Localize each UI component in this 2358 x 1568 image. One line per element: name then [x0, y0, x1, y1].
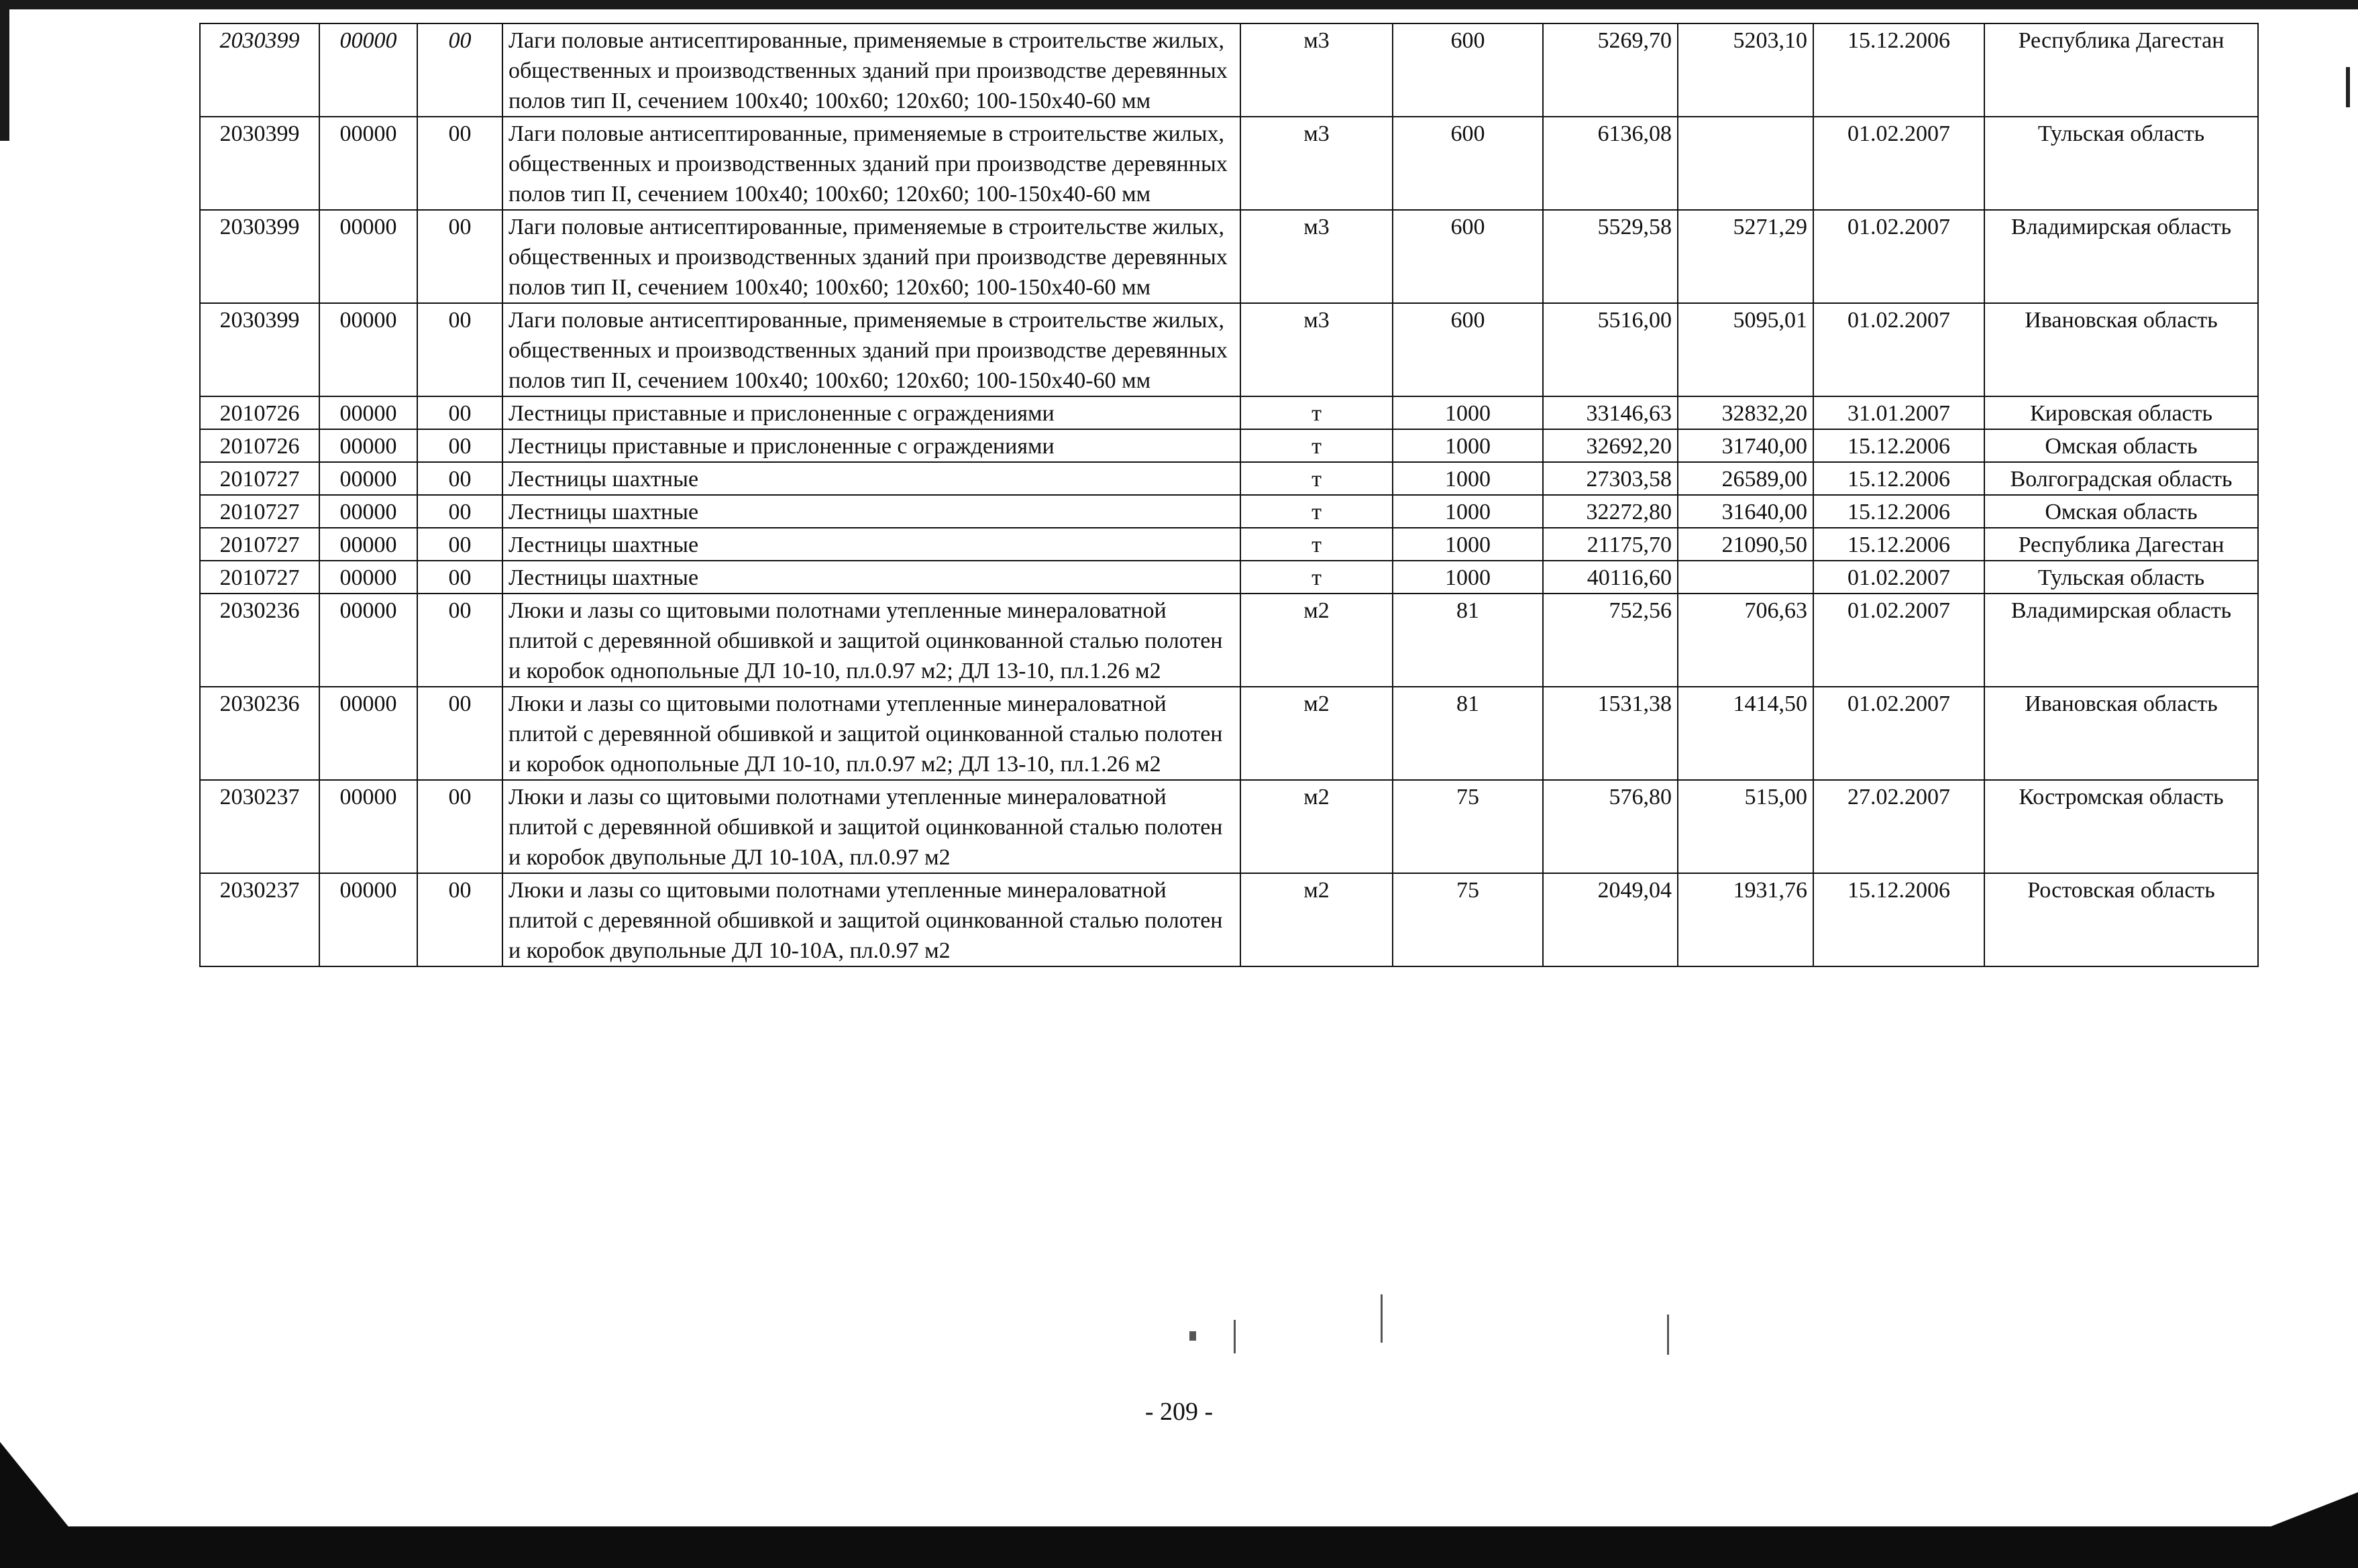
item-code-cell: 2010727 [200, 462, 319, 495]
price-cell: 27303,58 [1543, 462, 1678, 495]
sub-code-cell: 00000 [319, 495, 417, 528]
vat-code-cell: 00 [417, 23, 502, 117]
price-excl-cell: 5271,29 [1678, 210, 1813, 303]
region-cell: Омская область [1984, 429, 2258, 462]
item-code-cell: 2030236 [200, 687, 319, 780]
unit-cell: т [1240, 462, 1393, 495]
item-code-cell: 2030399 [200, 117, 319, 210]
table-row [200, 594, 2258, 687]
unit-cell: т [1240, 528, 1393, 561]
vat-code-cell: 00 [417, 117, 502, 210]
price-table [199, 23, 2259, 967]
table-row [200, 303, 2258, 396]
region-cell: Владимирская область [1984, 210, 2258, 303]
region-cell: Ивановская область [1984, 303, 2258, 396]
scan-bottom-border [0, 1526, 2358, 1568]
item-code-cell: 2010726 [200, 429, 319, 462]
sub-code-cell: 00000 [319, 117, 417, 210]
table-row [200, 780, 2258, 873]
item-code-cell: 2030237 [200, 780, 319, 873]
table-row [200, 117, 2258, 210]
region-cell: Кировская область [1984, 396, 2258, 429]
unit-cell: т [1240, 429, 1393, 462]
price-excl-cell: 31740,00 [1678, 429, 1813, 462]
sub-code-cell: 00000 [319, 429, 417, 462]
item-code-cell: 2010727 [200, 561, 319, 594]
price-cell: 2049,04 [1543, 873, 1678, 966]
vat-code-cell: 00 [417, 210, 502, 303]
sub-code-cell: 00000 [319, 594, 417, 687]
date-cell: 01.02.2007 [1813, 303, 1984, 396]
price-excl-cell: 706,63 [1678, 594, 1813, 687]
scan-edge-mark [2346, 67, 2350, 107]
sub-code-cell: 00000 [319, 780, 417, 873]
item-name-cell: Лаги половые антисептированные, применяемые в строительстве жилых, общественных и производственных зданий при производстве деревянных полов тип II, сечением 100x40; 100x60; 120x60; 100-150x40-60 мм [502, 117, 1240, 210]
quantity-cell: 75 [1393, 873, 1543, 966]
price-excl-cell: 32832,20 [1678, 396, 1813, 429]
region-cell: Владимирская область [1984, 594, 2258, 687]
quantity-cell: 1000 [1393, 462, 1543, 495]
region-cell: Республика Дагестан [1984, 528, 2258, 561]
price-excl-cell: 515,00 [1678, 780, 1813, 873]
date-cell: 15.12.2006 [1813, 429, 1984, 462]
region-cell: Омская область [1984, 495, 2258, 528]
price-excl-cell: 1931,76 [1678, 873, 1813, 966]
date-cell: 01.02.2007 [1813, 687, 1984, 780]
date-cell: 27.02.2007 [1813, 780, 1984, 873]
sub-code-cell: 00000 [319, 23, 417, 117]
unit-cell: м2 [1240, 873, 1393, 966]
vat-code-cell: 00 [417, 780, 502, 873]
table-row [200, 462, 2258, 495]
price-cell: 32692,20 [1543, 429, 1678, 462]
item-name-cell: Люки и лазы со щитовыми полотнами утепленные минераловатной плитой с деревянной обшивкой и защитой оцинкованной сталью полотен и коробок однопольные ДЛ 10-10, пл.0.97 м2; ДЛ 13-10, пл.1.26 м2 [502, 687, 1240, 780]
unit-cell: м3 [1240, 23, 1393, 117]
price-cell: 40116,60 [1543, 561, 1678, 594]
date-cell: 15.12.2006 [1813, 873, 1984, 966]
item-name-cell: Лестницы шахтные [502, 528, 1240, 561]
price-cell: 33146,63 [1543, 396, 1678, 429]
price-cell: 5516,00 [1543, 303, 1678, 396]
date-cell: 15.12.2006 [1813, 528, 1984, 561]
page-number: - 209 - [1144, 1398, 1214, 1426]
item-name-cell: Лестницы приставные и прислоненные с ограждениями [502, 396, 1240, 429]
item-name-cell: Лестницы приставные и прислоненные с ограждениями [502, 429, 1240, 462]
sub-code-cell: 00000 [319, 303, 417, 396]
vat-code-cell: 00 [417, 429, 502, 462]
unit-cell: м2 [1240, 594, 1393, 687]
item-name-cell: Лестницы шахтные [502, 561, 1240, 594]
item-name-cell: Люки и лазы со щитовыми полотнами утепленные минераловатной плитой с деревянной обшивкой и защитой оцинкованной сталью полотен и коробок двупольные ДЛ 10-10А, пл.0.97 м2 [502, 873, 1240, 966]
scan-artifact [1189, 1331, 1196, 1341]
date-cell: 01.02.2007 [1813, 210, 1984, 303]
date-cell: 15.12.2006 [1813, 495, 1984, 528]
quantity-cell: 1000 [1393, 396, 1543, 429]
price-excl-cell [1678, 117, 1813, 210]
scan-corner-shadow [2264, 1492, 2358, 1529]
vat-code-cell: 00 [417, 594, 502, 687]
item-name-cell: Лестницы шахтные [502, 462, 1240, 495]
scan-artifact [1234, 1320, 1236, 1353]
vat-code-cell: 00 [417, 873, 502, 966]
item-code-cell: 2030236 [200, 594, 319, 687]
item-name-cell: Люки и лазы со щитовыми полотнами утепленные минераловатной плитой с деревянной обшивкой и защитой оцинкованной сталью полотен и коробок двупольные ДЛ 10-10А, пл.0.97 м2 [502, 780, 1240, 873]
unit-cell: м3 [1240, 303, 1393, 396]
unit-cell: т [1240, 396, 1393, 429]
date-cell: 01.02.2007 [1813, 561, 1984, 594]
date-cell: 15.12.2006 [1813, 462, 1984, 495]
scan-artifact [1667, 1314, 1669, 1355]
scan-corner-shadow [0, 1442, 70, 1529]
quantity-cell: 1000 [1393, 495, 1543, 528]
price-cell: 32272,80 [1543, 495, 1678, 528]
unit-cell: т [1240, 495, 1393, 528]
price-excl-cell: 5095,01 [1678, 303, 1813, 396]
region-cell: Ивановская область [1984, 687, 2258, 780]
sub-code-cell: 00000 [319, 528, 417, 561]
table-row [200, 23, 2258, 117]
region-cell: Тульская область [1984, 561, 2258, 594]
region-cell: Ростовская область [1984, 873, 2258, 966]
sub-code-cell: 00000 [319, 396, 417, 429]
quantity-cell: 600 [1393, 117, 1543, 210]
quantity-cell: 1000 [1393, 429, 1543, 462]
price-cell: 752,56 [1543, 594, 1678, 687]
item-code-cell: 2010727 [200, 495, 319, 528]
table-row [200, 687, 2258, 780]
price-excl-cell: 1414,50 [1678, 687, 1813, 780]
price-cell: 6136,08 [1543, 117, 1678, 210]
quantity-cell: 600 [1393, 303, 1543, 396]
quantity-cell: 81 [1393, 594, 1543, 687]
sub-code-cell: 00000 [319, 462, 417, 495]
item-code-cell: 2030399 [200, 303, 319, 396]
item-code-cell: 2030399 [200, 23, 319, 117]
vat-code-cell: 00 [417, 687, 502, 780]
price-cell: 5529,58 [1543, 210, 1678, 303]
region-cell: Костромская область [1984, 780, 2258, 873]
price-cell: 1531,38 [1543, 687, 1678, 780]
table-row [200, 528, 2258, 561]
price-excl-cell: 31640,00 [1678, 495, 1813, 528]
sub-code-cell: 00000 [319, 210, 417, 303]
price-cell: 5269,70 [1543, 23, 1678, 117]
price-cell: 21175,70 [1543, 528, 1678, 561]
table-row [200, 210, 2258, 303]
item-code-cell: 2010726 [200, 396, 319, 429]
table-body [200, 23, 2258, 966]
quantity-cell: 75 [1393, 780, 1543, 873]
item-name-cell: Лаги половые антисептированные, применяемые в строительстве жилых, общественных и производственных зданий при производстве деревянных полов тип II, сечением 100x40; 100x60; 120x60; 100-150x40-60 мм [502, 303, 1240, 396]
table-row [200, 396, 2258, 429]
table-row [200, 561, 2258, 594]
date-cell: 01.02.2007 [1813, 117, 1984, 210]
table-row [200, 429, 2258, 462]
unit-cell: м2 [1240, 780, 1393, 873]
item-code-cell: 2030399 [200, 210, 319, 303]
vat-code-cell: 00 [417, 303, 502, 396]
vat-code-cell: 00 [417, 462, 502, 495]
region-cell: Республика Дагестан [1984, 23, 2258, 117]
unit-cell: м3 [1240, 117, 1393, 210]
item-name-cell: Лаги половые антисептированные, применяемые в строительстве жилых, общественных и производственных зданий при производстве деревянных полов тип II, сечением 100x40; 100x60; 120x60; 100-150x40-60 мм [502, 23, 1240, 117]
scan-top-border [0, 0, 2358, 9]
table-row [200, 873, 2258, 966]
quantity-cell: 1000 [1393, 528, 1543, 561]
vat-code-cell: 00 [417, 561, 502, 594]
scan-left-border [0, 0, 9, 141]
item-name-cell: Лаги половые антисептированные, применяемые в строительстве жилых, общественных и производственных зданий при производстве деревянных полов тип II, сечением 100x40; 100x60; 120x60; 100-150x40-60 мм [502, 210, 1240, 303]
region-cell: Волгоградская область [1984, 462, 2258, 495]
table-row [200, 495, 2258, 528]
vat-code-cell: 00 [417, 495, 502, 528]
sub-code-cell: 00000 [319, 873, 417, 966]
unit-cell: т [1240, 561, 1393, 594]
item-code-cell: 2030237 [200, 873, 319, 966]
quantity-cell: 1000 [1393, 561, 1543, 594]
unit-cell: м3 [1240, 210, 1393, 303]
item-name-cell: Лестницы шахтные [502, 495, 1240, 528]
date-cell: 01.02.2007 [1813, 594, 1984, 687]
item-name-cell: Люки и лазы со щитовыми полотнами утепленные минераловатной плитой с деревянной обшивкой и защитой оцинкованной сталью полотен и коробок однопольные ДЛ 10-10, пл.0.97 м2; ДЛ 13-10, пл.1.26 м2 [502, 594, 1240, 687]
scan-artifact [1381, 1294, 1383, 1343]
date-cell: 15.12.2006 [1813, 23, 1984, 117]
price-cell: 576,80 [1543, 780, 1678, 873]
sub-code-cell: 00000 [319, 687, 417, 780]
item-code-cell: 2010727 [200, 528, 319, 561]
quantity-cell: 81 [1393, 687, 1543, 780]
quantity-cell: 600 [1393, 210, 1543, 303]
price-excl-cell: 26589,00 [1678, 462, 1813, 495]
date-cell: 31.01.2007 [1813, 396, 1984, 429]
unit-cell: м2 [1240, 687, 1393, 780]
vat-code-cell: 00 [417, 528, 502, 561]
region-cell: Тульская область [1984, 117, 2258, 210]
sub-code-cell: 00000 [319, 561, 417, 594]
price-excl-cell [1678, 561, 1813, 594]
quantity-cell: 600 [1393, 23, 1543, 117]
price-excl-cell: 5203,10 [1678, 23, 1813, 117]
price-excl-cell: 21090,50 [1678, 528, 1813, 561]
vat-code-cell: 00 [417, 396, 502, 429]
